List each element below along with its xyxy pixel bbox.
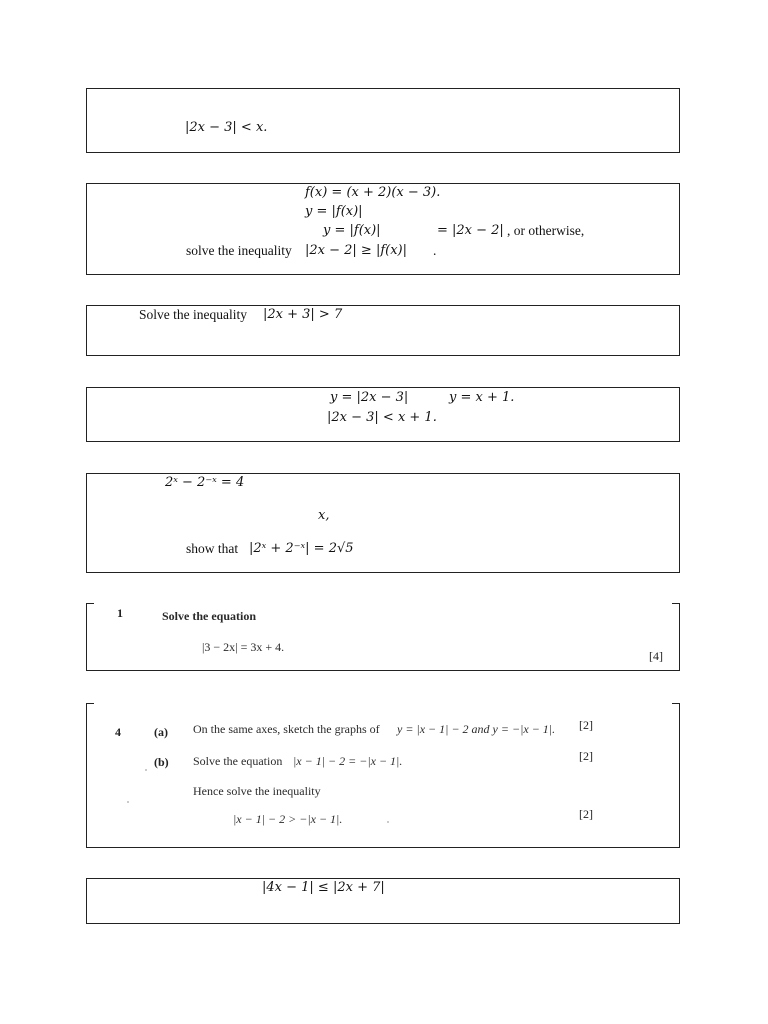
part-b-label: (b) — [154, 755, 169, 769]
equation: |3 − 2x| = 3x + 4. — [202, 640, 285, 654]
graph-equation-2: y = x + 1. — [449, 390, 515, 405]
part-b-marks: [2] — [579, 749, 593, 763]
instruction-tail: , or otherwise, — [507, 223, 585, 238]
part-a-label: (a) — [154, 725, 168, 739]
graph-equation-1: y = |2x − 3| — [330, 390, 409, 405]
hence-inequality: |x − 1| − 2 > −|x − 1|. — [233, 812, 343, 826]
inequality: |2x − 3| < x + 1. — [327, 410, 437, 425]
part-a-marks: [2] — [579, 718, 593, 732]
instruction-text: show that — [186, 541, 239, 556]
graph-equation-3: = |2x − 2| — [437, 223, 504, 238]
question-box-2 — [86, 183, 680, 275]
part-a-text: On the same axes, sketch the graphs of — [193, 722, 380, 736]
graph-equation-2: y = |f(x)| — [323, 223, 381, 238]
question-box-3 — [86, 305, 680, 356]
question-box-8 — [86, 878, 680, 924]
question-prompt: Solve the equation — [162, 609, 257, 623]
part-b-text: Solve the equation — [193, 754, 283, 768]
inequality: |4x − 1| ≤ |2x + 7| — [262, 880, 385, 895]
full-stop: . — [433, 243, 437, 258]
question-number: 4 — [115, 725, 121, 739]
marks: [4] — [649, 649, 663, 663]
hence-text: Hence solve the inequality — [193, 784, 321, 798]
graph-equation: y = |f(x)| — [305, 204, 363, 219]
question-box-5 — [86, 473, 680, 573]
function-definition: f(x) = (x + 2)(x − 3). — [305, 185, 441, 200]
inequality: |2x + 3| > 7 — [263, 307, 343, 322]
question-box-4 — [86, 387, 680, 442]
instruction-text: Solve the inequality — [139, 307, 247, 322]
part-a-math: y = |x − 1| − 2 and y = −|x − 1|. — [397, 722, 556, 736]
question-box-7 — [86, 703, 680, 848]
instruction-text: solve the inequality — [186, 243, 292, 258]
question-box-1 — [86, 88, 680, 153]
inequality: |2x − 2| ≥ |f(x)| — [305, 243, 407, 258]
exponential-equation: 2ˣ − 2⁻ˣ = 4 — [165, 475, 245, 490]
variable-x: x, — [318, 508, 330, 523]
question-number: 1 — [117, 606, 123, 620]
hence-marks: [2] — [579, 807, 593, 821]
inequality: |2x − 3| < x. — [185, 120, 268, 135]
part-b-math: |x − 1| − 2 = −|x − 1|. — [293, 754, 403, 768]
result-equation: |2ˣ + 2⁻ˣ| = 2√5 — [249, 541, 354, 556]
question-box-6 — [86, 603, 680, 671]
